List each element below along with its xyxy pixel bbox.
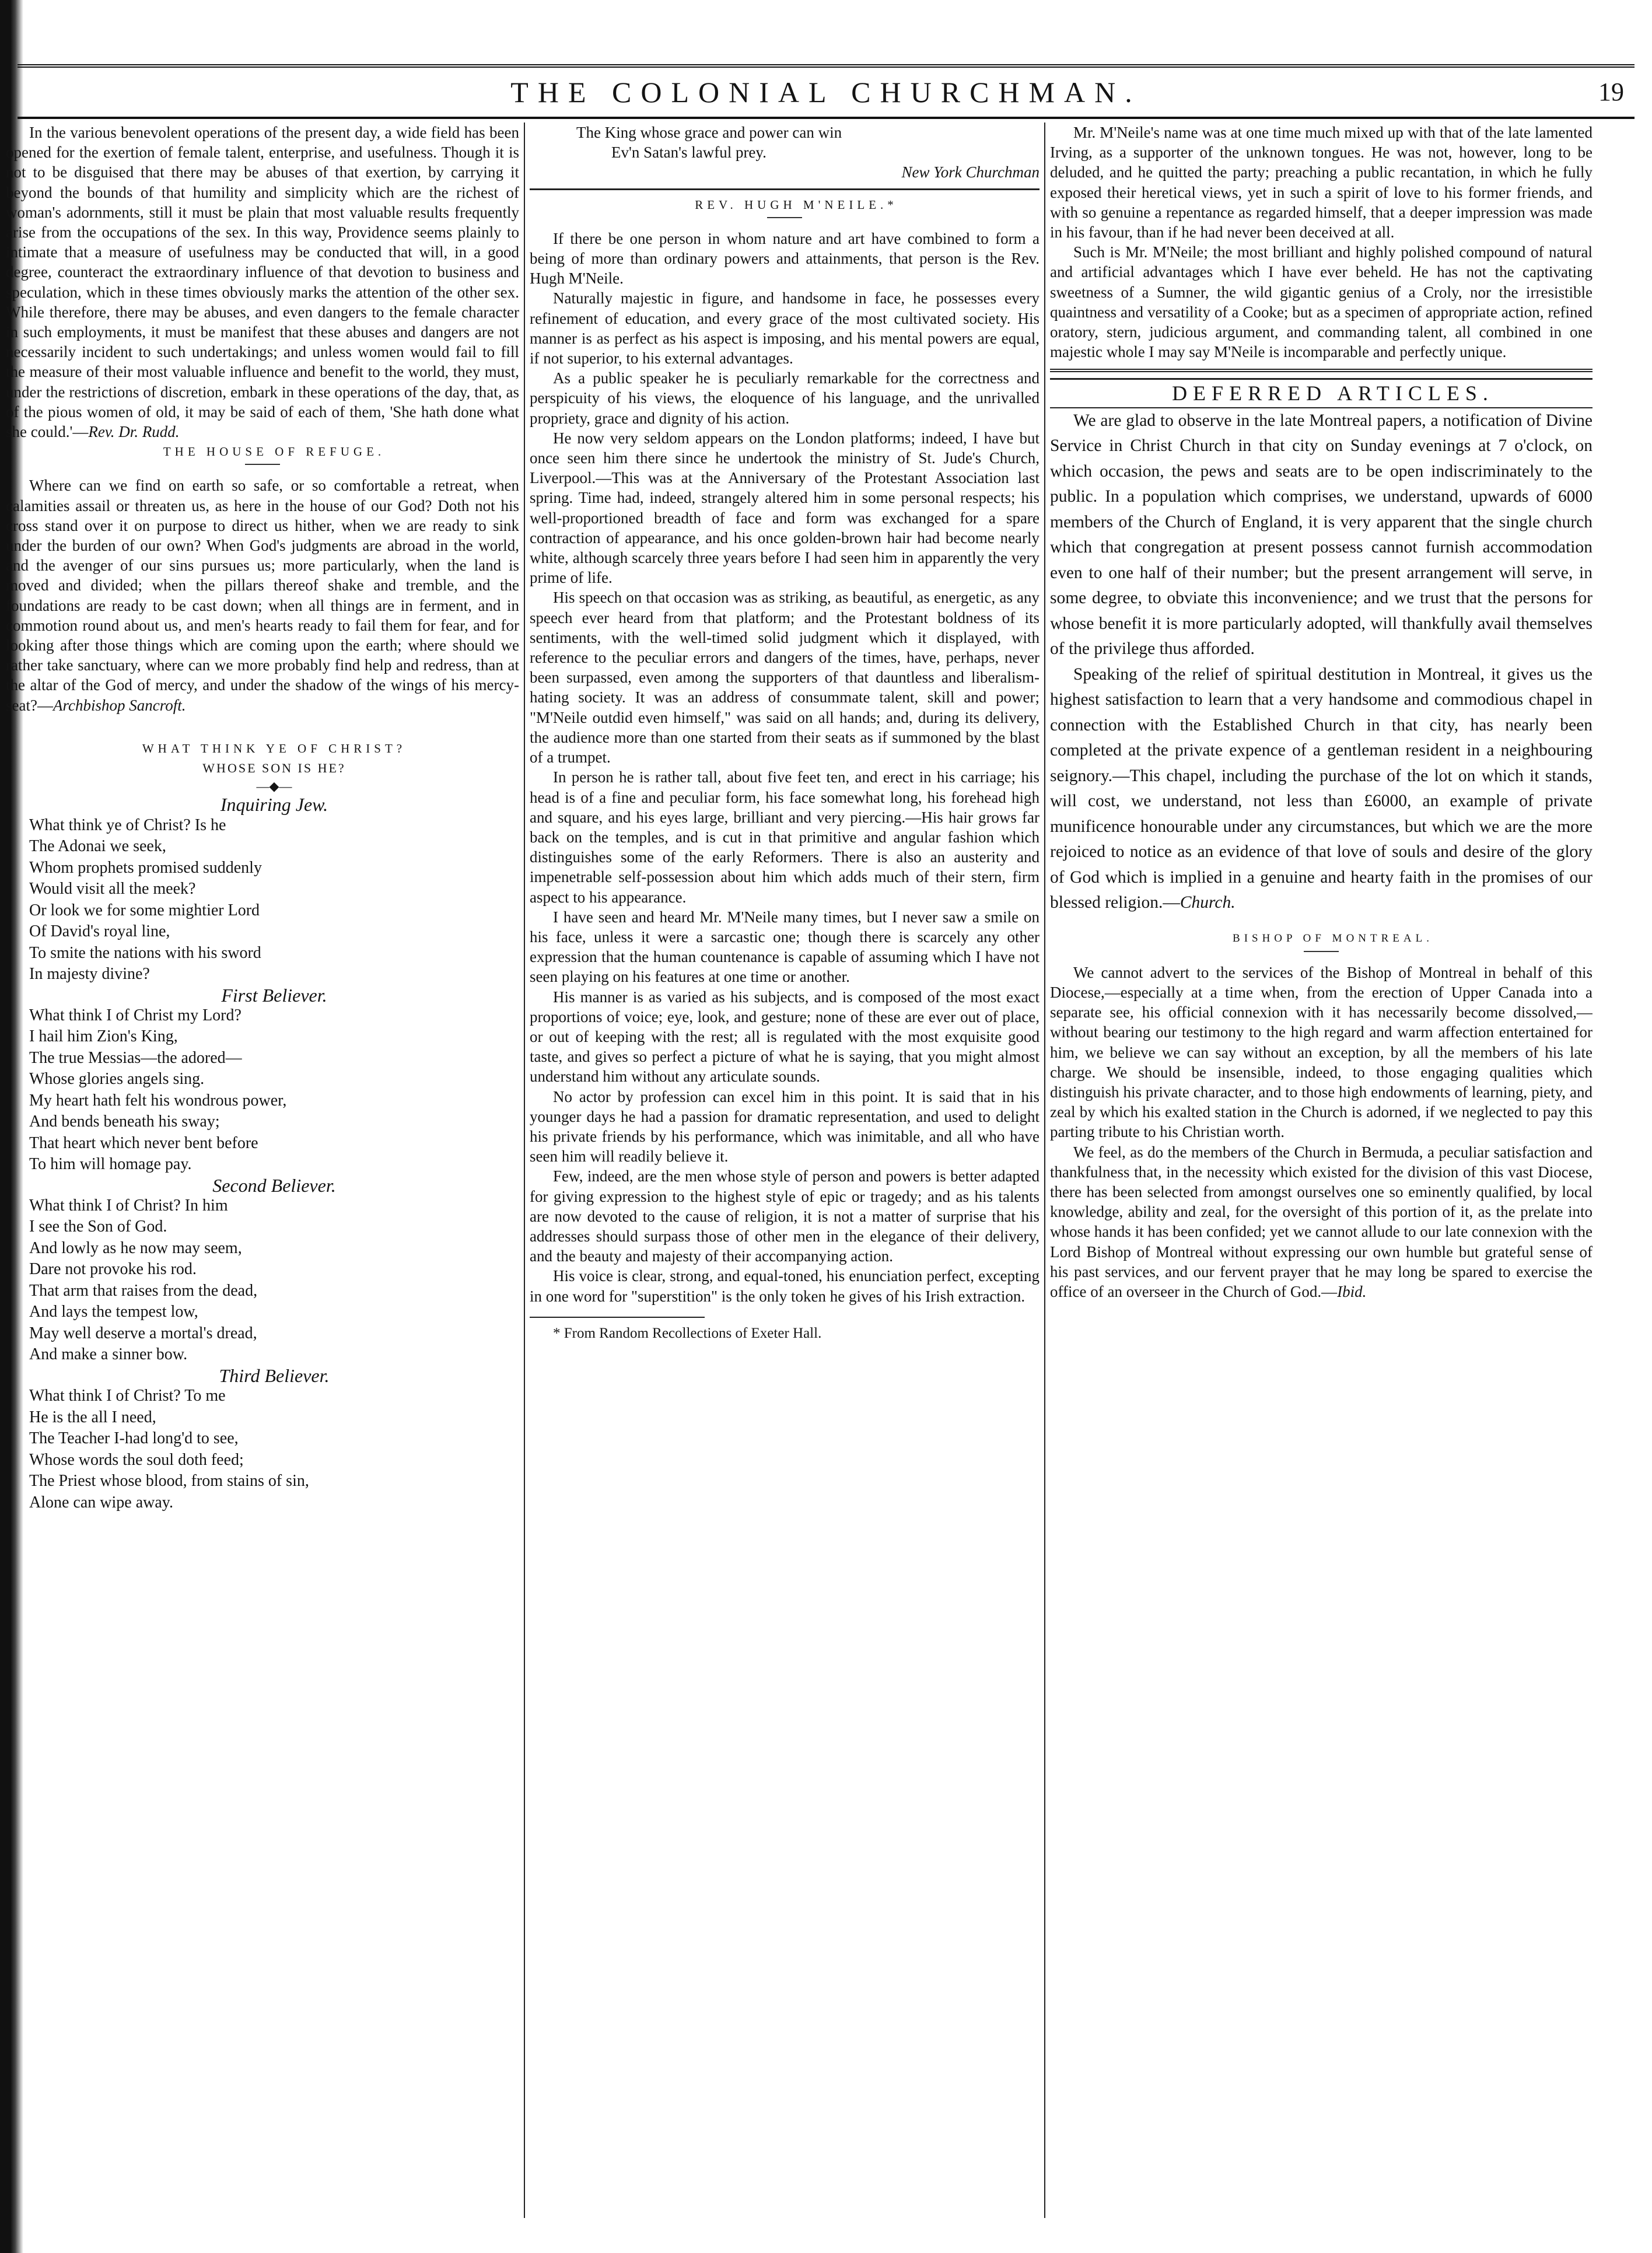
section-heading: BISHOP OF MONTREAL. xyxy=(1233,932,1433,944)
article-paragraph: We feel, as do the members of the Church in Bermuda, a peculiar satisfaction and thankfulness that, in the necessity which existed for the division of this vast Diocese, there has been selected from amongst ourselves one so eminently qualified, by local knowledge, ability and zeal, for the oversight of this portion of it, as the prelate into whose hands it has been confided; yet we cannot allude to our late connexion with the Lord Bishop of Montreal without expressing our own humble but grateful sense of his past services, and our fervent prayer that he may long be spared to exercise the office of an overseer in the Church of God.—Ibid. xyxy=(1050,1143,1592,1301)
poem-line: The true Messias—the adored— xyxy=(29,1048,242,1067)
signature: Rev. Dr. Rudd. xyxy=(88,423,180,441)
article-continuation xyxy=(1050,123,1592,362)
poem-line: To smite the nations with his sword xyxy=(29,943,261,962)
poem-line: He is the all I need, xyxy=(29,1408,156,1426)
poem-line: In majesty divine? xyxy=(29,965,150,983)
ornament: —◆— xyxy=(256,779,292,794)
article-paragraph: Where can we find on earth so safe, or so comfortable a retreat, when calamities assail or threaten us, as here in the house of our God? Doth not his cross stand over it on purpose to direct us hither, when we are ready to sink under the burden of our own? When God's judgments are abroad in the world, and the avenger of our sins pursues us; more particularly, when the land is moved and divided; when the pillars thereof shake and tremble, and the foundations are ready to be cast down; when all things are in ferment, and in commotion round about us, and men's hearts ready to fail them for fear, and for looking after those things which are coming upon the earth; where should we rather take sanctuary, where can we more probably find help and redress, than at the altar of the God of mercy, and under the shadow of the wings of his mercy-seat?—Archbishop Sancroft. xyxy=(6,477,519,714)
section-heading: REV. HUGH M'NEILE.* xyxy=(695,197,898,212)
article-paragraph: Speaking of the relief of spiritual destitution in Montreal, it gives us the highest satisfaction to learn that a very handsome and commodious chapel in connection with the Established Church in that city, has nearly been completed at the private expence of a gentleman resident in a neighbouring seignory.—This chapel, including the purchase of the lot on which it stands, will cost, we understand, not less than £6000, an example of private munificence honourable under any circumstances, but which we are the more rejoiced to notice as an evidence of that love of souls and desire of the glory of God which is implied in a genuine and hearty faith in the promises of our blessed religion.—Church. xyxy=(1050,664,1592,912)
poem-line: Would visit all the meek? xyxy=(29,880,196,898)
section-heading: THE HOUSE OF REFUGE. xyxy=(163,445,386,459)
article-paragraph: In the various benevolent operations of the present day, a wide field has been opened for the exertion of female talent, enterprise, and usefulness. Though it is not to be disguised that there may be abuses of that exertion, by carrying it beyond the bounds of that humility and simplicity which are the richest of woman's adornments, still it must be plain that most valuable results frequently arise from the occupations of the sex. In this way, Providence seems plainly to intimate that a measure of usefulness may be conducted that will, in a good degree, counteract the extraordinary influence of that devotion to business and speculation, which in these times obviously marks the attention of the other sex. While therefore, there may be abuses, and even dangers to the female character in such employments, it must be manifest that these abuses and dangers are not necessarily incident to such undertakings; and unless women would fail to fill the measure of their most valuable influence and benefit to the world, they must, under the restrictions of discretion, embark in these operations of the day, that, as of the pious women of old, it may be said of each of them, 'She hath done what she could.'—Rev. Dr. Rudd. xyxy=(6,124,519,441)
poem-line: The Adonai we seek, xyxy=(29,837,166,855)
poem-line: What think I of Christ? In him xyxy=(29,1196,228,1215)
poem-line: That heart which never bent before xyxy=(29,1134,258,1152)
article-paragraph: No actor by profession can excel him in this point. It is said that in his younger days he had a passion for dramatic representation, and used to delight his private friends by his performance, which was inimitable, and all who have seen him will readily believe it. xyxy=(530,1087,1040,1166)
poem-line: Dare not provoke his rod. xyxy=(29,1260,197,1279)
poem-line: What think ye of Christ? Is he xyxy=(29,816,226,834)
source-citation: New York Churchman xyxy=(901,163,1040,181)
divider xyxy=(530,188,1040,190)
poem-line: My heart hath felt his wondrous power, xyxy=(29,1091,287,1110)
article-paragraph: Few, indeed, are the men whose style of person and powers is better adapted for giving expression to the highest style of epic or tragedy; and as his talents are now devoted to the cause of religion, it is not a matter of surprise that his addresses should surpass those of other men in the elegance of their delivery, and the beauty and majesty of their accompanying action. xyxy=(530,1167,1040,1265)
poem-line: That arm that raises from the dead, xyxy=(29,1281,258,1300)
page-number: 19 xyxy=(1598,78,1624,106)
poem-line: Whose glories angels sing. xyxy=(29,1070,205,1089)
poem-line: I see the Son of God. xyxy=(29,1218,167,1236)
signature: Church. xyxy=(1180,893,1236,912)
poem-line: Whom prophets promised suddenly xyxy=(29,858,262,877)
poem-speaker: Second Believer. xyxy=(212,1174,336,1196)
bishop-article xyxy=(1050,963,1592,1302)
section-heading: DEFERRED ARTICLES. xyxy=(1050,378,1592,408)
poem-line: Whose words the soul doth feed; xyxy=(29,1450,244,1469)
poem-speaker: Third Believer. xyxy=(219,1365,330,1386)
column-rule xyxy=(524,123,525,2218)
signature: Ibid. xyxy=(1337,1283,1367,1301)
poem-speaker: First Believer. xyxy=(221,984,327,1006)
section-heading: WHAT THINK YE OF CHRIST? xyxy=(142,741,407,755)
article-paragraph: Such is Mr. M'Neile; the most brilliant and highly polished compound of natural and artificial advantages which I have ever beheld. He has not the captivating sweetness of a Sumner, the wild gigantic genius of a Croly, nor the irresistible quaintness and versatility of a Cooke; but as a specimen of appropriate action, refined oratory, stern, judicious argument, and commanding talent, all combined in one majestic whole I may say M'Neile is incomparable and perfectly unique. xyxy=(1050,243,1592,361)
poem-line: To him will homage pay. xyxy=(29,1155,192,1174)
poem-line: And make a sinner bow. xyxy=(29,1345,188,1364)
poem-line: Or look we for some mightier Lord xyxy=(29,901,260,919)
verse-line: Ev'n Satan's lawful prey. xyxy=(611,144,766,162)
signature: Archbishop Sancroft. xyxy=(52,696,186,714)
poem-line: I hail him Zion's King, xyxy=(29,1027,178,1046)
article-paragraph: He now very seldom appears on the London platforms; indeed, I have but once seen him there since he undertook the ministry of St. Jude's Church, Liverpool.—This was at the Anniversary of the Protestant Association last spring. Time had, indeed, strangely altered him in some personal respects; his well-proportioned breadth of face and form was exchanged for a spare contraction of appearance, and his once golden-brown hair had become nearly white, although scarcely three years before I had seen him in apparently the very prime of life. xyxy=(530,429,1040,587)
deferred-articles xyxy=(1050,408,1592,916)
poem-line: What think I of Christ? To me xyxy=(29,1387,226,1405)
section-subheading: WHOSE SON IS HE? xyxy=(202,761,346,776)
divider xyxy=(1304,951,1339,952)
poem-line: Of David's royal line, xyxy=(29,922,170,940)
poem-line: And lays the tempest low, xyxy=(29,1303,198,1321)
verse-fragment xyxy=(530,123,1040,162)
poem-line: Alone can wipe away. xyxy=(29,1493,173,1512)
column-rule xyxy=(1044,123,1045,2218)
footnote-rule xyxy=(530,1317,705,1318)
article-paragraph: Mr. M'Neile's name was at one time much mixed up with that of the late lamented Irving, as a supporter of the unknown tongues. He was not, however, long to be deluded, and he quitted the party; preaching a public recantation, in which he fully exposed their heretical views, yet in such a spirit of love to his former friends, and with so genuine a repentance as regarded himself, that a deeper impression was made in his favour, than if he had never been deceived at all. xyxy=(1050,124,1592,242)
column-2 xyxy=(530,123,1040,2217)
page-title: THE COLONIAL CHURCHMAN. xyxy=(510,76,1142,109)
article-paragraph: We cannot advert to the services of the Bishop of Montreal in behalf of this Diocese,—especially at a time when, from the erection of Upper Canada into a separate see, his official connexion with it has necessarily become dissolved,—without bearing our testimony to the high regard and warm affection entertained for him, we believe we can say without an exception, by all the members of his late charge. We should be insensible, indeed, to those engaging qualities which distinguish his private character, and to those high endowments of learning, piety, and zeal by which his exalted station in the Church is adorned, if we neglected to pay this parting tribute to his Christian worth. xyxy=(1050,963,1592,1141)
poem-line: May well deserve a mortal's dread, xyxy=(29,1324,257,1342)
poem xyxy=(6,795,519,1513)
footnote: * From Random Recollections of Exeter Hall. xyxy=(553,1325,822,1341)
article-paragraph: His manner is as varied as his subjects, and is composed of the most exact proportions of voice; eye, look, and gesture; none of these are ever out of place, or out of keeping with the rest; all is regulated with the most exquisite good taste, and gives so perfect a picture of what he is saying, that you might almost understand him without any articulate sounds. xyxy=(530,988,1040,1086)
article-paragraph: I have seen and heard Mr. M'Neile many times, but I never saw a smile on his face, unless it were a sarcastic one; though there is scarcely any other expression that the human countenance is capable of assuming which I have not seen playing on his features at one time or another. xyxy=(530,908,1040,986)
divider xyxy=(1050,369,1592,372)
article-paragraph: Naturally majestic in figure, and handsome in face, he possesses every refinement of education, and every grace of the most cultivated society. His manner is as perfect as his aspect is imposing, and his mental powers are equal, if not superior, to his external advantages. xyxy=(530,289,1040,368)
poem-line: And lowly as he now may seem, xyxy=(29,1239,242,1257)
poem-line: The Priest whose blood, from stains of sin, xyxy=(29,1472,309,1491)
verse-line: The King whose grace and power can win xyxy=(576,124,842,141)
poem-line: What think I of Christ my Lord? xyxy=(29,1006,242,1024)
divider xyxy=(767,217,802,218)
poem-line: And bends beneath his sway; xyxy=(29,1112,220,1131)
masthead xyxy=(18,64,1634,119)
column-3 xyxy=(1050,123,1592,2217)
divider xyxy=(245,464,280,465)
poem-speaker: Inquiring Jew. xyxy=(220,794,328,816)
article-paragraph: We are glad to observe in the late Montreal papers, a notification of Divine Service in Christ Church in that city on Sunday evenings at 7 o'clock, on which occasion, the pews and seats are to be open indiscriminately to the public. In a population which comprises, we understand, upwards of 6000 members of the Church of England, it is very apparent that the single church which that congregation at present possess cannot furnish accommodation even to one half of their number; but the present arrangement will serve, in some degree, to obviate this inconvenience; and we trust that the persons for whose benefit it is more particularly adopted, will thankfully avail themselves of the privilege thus afforded. xyxy=(1050,411,1592,659)
article-paragraph: As a public speaker he is peculiarly remarkable for the correctness and perspicuity of his views, the eloquence of his language, and the unrivalled propriety, grace and dignity of his action. xyxy=(530,369,1040,427)
article-paragraph: His voice is clear, strong, and equal-toned, his enunciation perfect, excepting in one word for "superstition" is the only token he gives of his Irish extraction. xyxy=(530,1267,1040,1305)
column-1 xyxy=(6,123,519,2217)
article-body xyxy=(530,229,1040,1306)
article-paragraph: If there be one person in whom nature and art have combined to form a being of more than ordinary powers and attainments, that person is the Rev. Hugh M'Neile. xyxy=(530,229,1040,288)
article-paragraph: His speech on that occasion was as striking, as beautiful, as energetic, as any speech ever heard from that platform; and the Protestant boldness of its sentiments, with the well-timed solid judgment which it displayed, with reference to the peculiar errors and dangers of the times, have, perhaps, never been surpassed, even among the supporters of that dauntless and liberalism-hating society. It was an address of consummate talent, skill and power; "M'Neile outdid even himself," was said on all hands; and, during its delivery, the audience more than one started from their seats as if summoned by the blast of a trumpet. xyxy=(530,589,1040,767)
article-paragraph: In person he is rather tall, about five feet ten, and erect in his carriage; his head is of a fine and peculiar form, his face somewhat long, his forehead high and square, and his eyes large, brilliant and very piercing.—His hair grows far back on the temples, and is cut in that primitive and angular fashion which distinguishes some of the early Reformers. There is also an austerity and impenetrable self-possession about him which adds much of their stern, firm aspect to his appearance. xyxy=(530,768,1040,906)
poem-line: The Teacher I-had long'd to see, xyxy=(29,1429,239,1448)
